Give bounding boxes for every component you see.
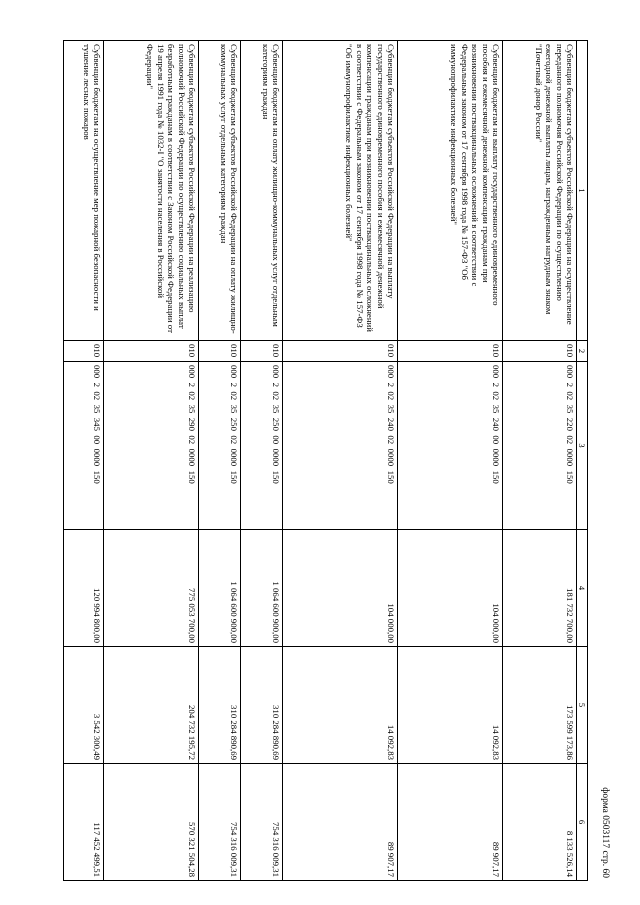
executed-amount: 14 092,83 bbox=[282, 647, 397, 764]
table-row bbox=[198, 41, 240, 881]
indicator-name: Субвенции бюджетам на выплату государственного единовременного пособия и ежемесячной денежной компенсации гражданам при возникновении поствакцинальных осложнений в соответствии с Федеральным законом от 17 сентября 1998 года № 157-ФЗ "Об иммунопрофилактике инфекционных болезней" bbox=[397, 41, 502, 341]
column-header: 1 bbox=[576, 41, 587, 341]
unexecuted-amount: 89 907,17 bbox=[397, 764, 502, 881]
budget-classification-code: 000 2 02 35 240 02 0000 150 bbox=[282, 362, 397, 530]
report-table bbox=[63, 40, 588, 881]
column-header: 4 bbox=[576, 530, 587, 647]
line-code: 010 bbox=[63, 341, 103, 362]
line-code: 010 bbox=[240, 341, 282, 362]
budget-classification-code: 000 2 02 35 240 00 0000 150 bbox=[397, 362, 502, 530]
budget-classification-code: 000 2 02 35 220 02 0000 150 bbox=[502, 362, 576, 530]
unexecuted-amount: 754 316 009,31 bbox=[198, 764, 240, 881]
table-row bbox=[502, 41, 576, 881]
approved-amount: 775 053 700,00 bbox=[103, 530, 198, 647]
indicator-name: Субвенции бюджетам субъектов Российской Федерации на реализацию полномочий Российской Федерации по осуществлению социальных выплат безработным гражданам в соответствии с Законом Российской Федерации от 19 апреля 1991 года № 1032-I "О занятости населения в Российской Федерации" bbox=[103, 41, 198, 341]
unexecuted-amount: 8 133 526,14 bbox=[502, 764, 576, 881]
indicator-name: Субвенции бюджетам на осуществление мер пожарной безопасности и тушение лесных пожаров bbox=[63, 41, 103, 341]
line-code: 010 bbox=[198, 341, 240, 362]
table-row bbox=[103, 41, 198, 881]
line-code: 010 bbox=[502, 341, 576, 362]
column-header: 3 bbox=[576, 362, 587, 530]
table-row bbox=[240, 41, 282, 881]
form-label: форма 0503117 стр. 60 bbox=[600, 787, 610, 878]
approved-amount: 104 000,00 bbox=[397, 530, 502, 647]
table-row bbox=[282, 41, 397, 881]
indicator-name: Субвенции бюджетам субъектов Российской Федерации на осуществление переданного полномочия Российской Федерации по осуществлению ежегодной денежной выплаты лицам, награжденным нагрудным знаком "Почетный донор России" bbox=[502, 41, 576, 341]
unexecuted-amount: 117 452 499,51 bbox=[63, 764, 103, 881]
unexecuted-amount: 570 321 504,28 bbox=[103, 764, 198, 881]
approved-amount: 1 064 600 900,00 bbox=[198, 530, 240, 647]
table-row bbox=[63, 41, 103, 881]
table-row bbox=[397, 41, 502, 881]
executed-amount: 14 092,83 bbox=[397, 647, 502, 764]
approved-amount: 104 000,00 bbox=[282, 530, 397, 647]
column-header: 2 bbox=[576, 341, 587, 362]
indicator-name: Субвенции бюджетам субъектов Российской Федерации на выплату государственного единовременного пособия и ежемесячной денежной компенсации гражданам при возникновении поствакцинальных осложнений в соответствии с Федеральным законом от 17 сентября 1998 года № 157-ФЗ "Об иммунопрофилактике инфекционных болезней" bbox=[282, 41, 397, 341]
header-row bbox=[576, 41, 587, 881]
column-header: 5 bbox=[576, 647, 587, 764]
line-code: 010 bbox=[103, 341, 198, 362]
approved-amount: 181 732 700,00 bbox=[502, 530, 576, 647]
column-header: 6 bbox=[576, 764, 587, 881]
rotated-page-content bbox=[57, 18, 612, 878]
budget-classification-code: 000 2 02 35 345 00 0000 150 bbox=[63, 362, 103, 530]
budget-classification-code: 000 2 02 35 250 02 0000 150 bbox=[198, 362, 240, 530]
budget-classification-code: 000 2 02 35 290 02 0000 150 bbox=[103, 362, 198, 530]
executed-amount: 310 284 890,69 bbox=[240, 647, 282, 764]
budget-classification-code: 000 2 02 35 250 00 0000 150 bbox=[240, 362, 282, 530]
executed-amount: 310 284 890,69 bbox=[198, 647, 240, 764]
indicator-name: Субвенции бюджетам субъектов Российской Федерации на оплату жилищно-коммунальных услуг отдельным категориям граждан bbox=[198, 41, 240, 341]
line-code: 010 bbox=[397, 341, 502, 362]
approved-amount: 120 994 800,00 bbox=[63, 530, 103, 647]
executed-amount: 204 732 195,72 bbox=[103, 647, 198, 764]
indicator-name: Субвенции бюджетам на оплату жилищно-коммунальных услуг отдельным категориям граждан bbox=[240, 41, 282, 341]
approved-amount: 1 064 600 900,00 bbox=[240, 530, 282, 647]
unexecuted-amount: 754 316 009,31 bbox=[240, 764, 282, 881]
executed-amount: 173 599 173,86 bbox=[502, 647, 576, 764]
unexecuted-amount: 89 907,17 bbox=[282, 764, 397, 881]
line-code: 010 bbox=[282, 341, 397, 362]
executed-amount: 3 542 300,49 bbox=[63, 647, 103, 764]
